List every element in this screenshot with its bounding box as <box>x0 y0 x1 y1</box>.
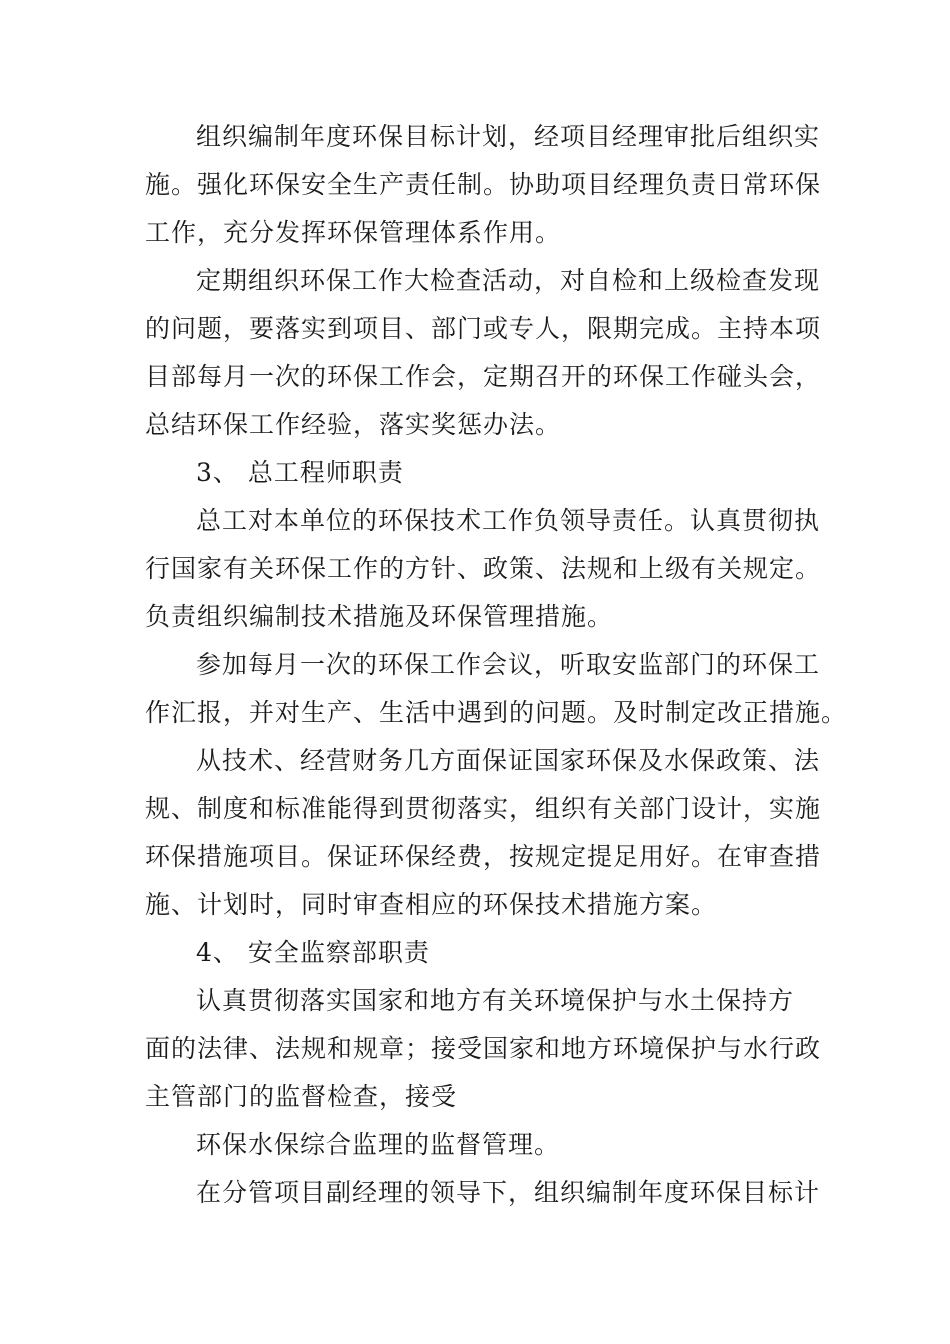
text-line: 环保水保综合监理的监督管理。 <box>196 1130 561 1159</box>
text-line: 的问题，要落实到项目、部门或专人，限期完成。主持本项 <box>145 314 822 343</box>
text-line: 作汇报，并对生产、生活中遇到的问题。及时制定改正措施。 <box>145 698 848 727</box>
text-line: 总工对本单位的环保技术工作负领导责任。认真贯彻执 <box>196 506 821 535</box>
text-line: 面的法律、法规和规章；接受国家和地方环境保护与水行政 <box>145 1034 822 1063</box>
text-line: 主管部门的监督检查，接受 <box>145 1082 458 1111</box>
text-line: 认真贯彻落实国家和地方有关环境保护与水土保持方 <box>196 986 795 1015</box>
text-line: 负责组织编制技术措施及环保管理措施。 <box>145 602 614 631</box>
text-line: 规、制度和标准能得到贯彻落实，组织有关部门设计，实施 <box>145 794 822 823</box>
text-line: 总结环保工作经验，落实奖惩办法。 <box>145 410 562 439</box>
text-line: 定期组织环保工作大检查活动，对自检和上级检查发现 <box>196 266 821 295</box>
section-heading: 3、 总工程师职责 <box>196 458 404 487</box>
text-line: 工作，充分发挥环保管理体系作用。 <box>145 218 562 247</box>
text-line: 从技术、经营财务几方面保证国家环保及水保政策、法 <box>196 746 821 775</box>
text-line: 参加每月一次的环保工作会议，听取安监部门的环保工 <box>196 650 821 679</box>
text-line: 目部每月一次的环保工作会，定期召开的环保工作碰头会， <box>145 362 822 391</box>
text-line: 在分管项目副经理的领导下，组织编制年度环保目标计 <box>196 1178 821 1207</box>
text-line: 行国家有关环保工作的方针、政策、法规和上级有关规定。 <box>145 554 822 583</box>
text-line: 施。强化环保安全生产责任制。协助项目经理负责日常环保 <box>145 170 822 199</box>
section-heading: 4、 安全监察部职责 <box>196 938 430 967</box>
text-line: 环保措施项目。保证环保经费，按规定提足用好。在审查措 <box>145 842 822 871</box>
text-line: 组织编制年度环保目标计划，经项目经理审批后组织实 <box>196 122 821 151</box>
text-line: 施、计划时，同时审查相应的环保技术措施方案。 <box>145 890 718 919</box>
